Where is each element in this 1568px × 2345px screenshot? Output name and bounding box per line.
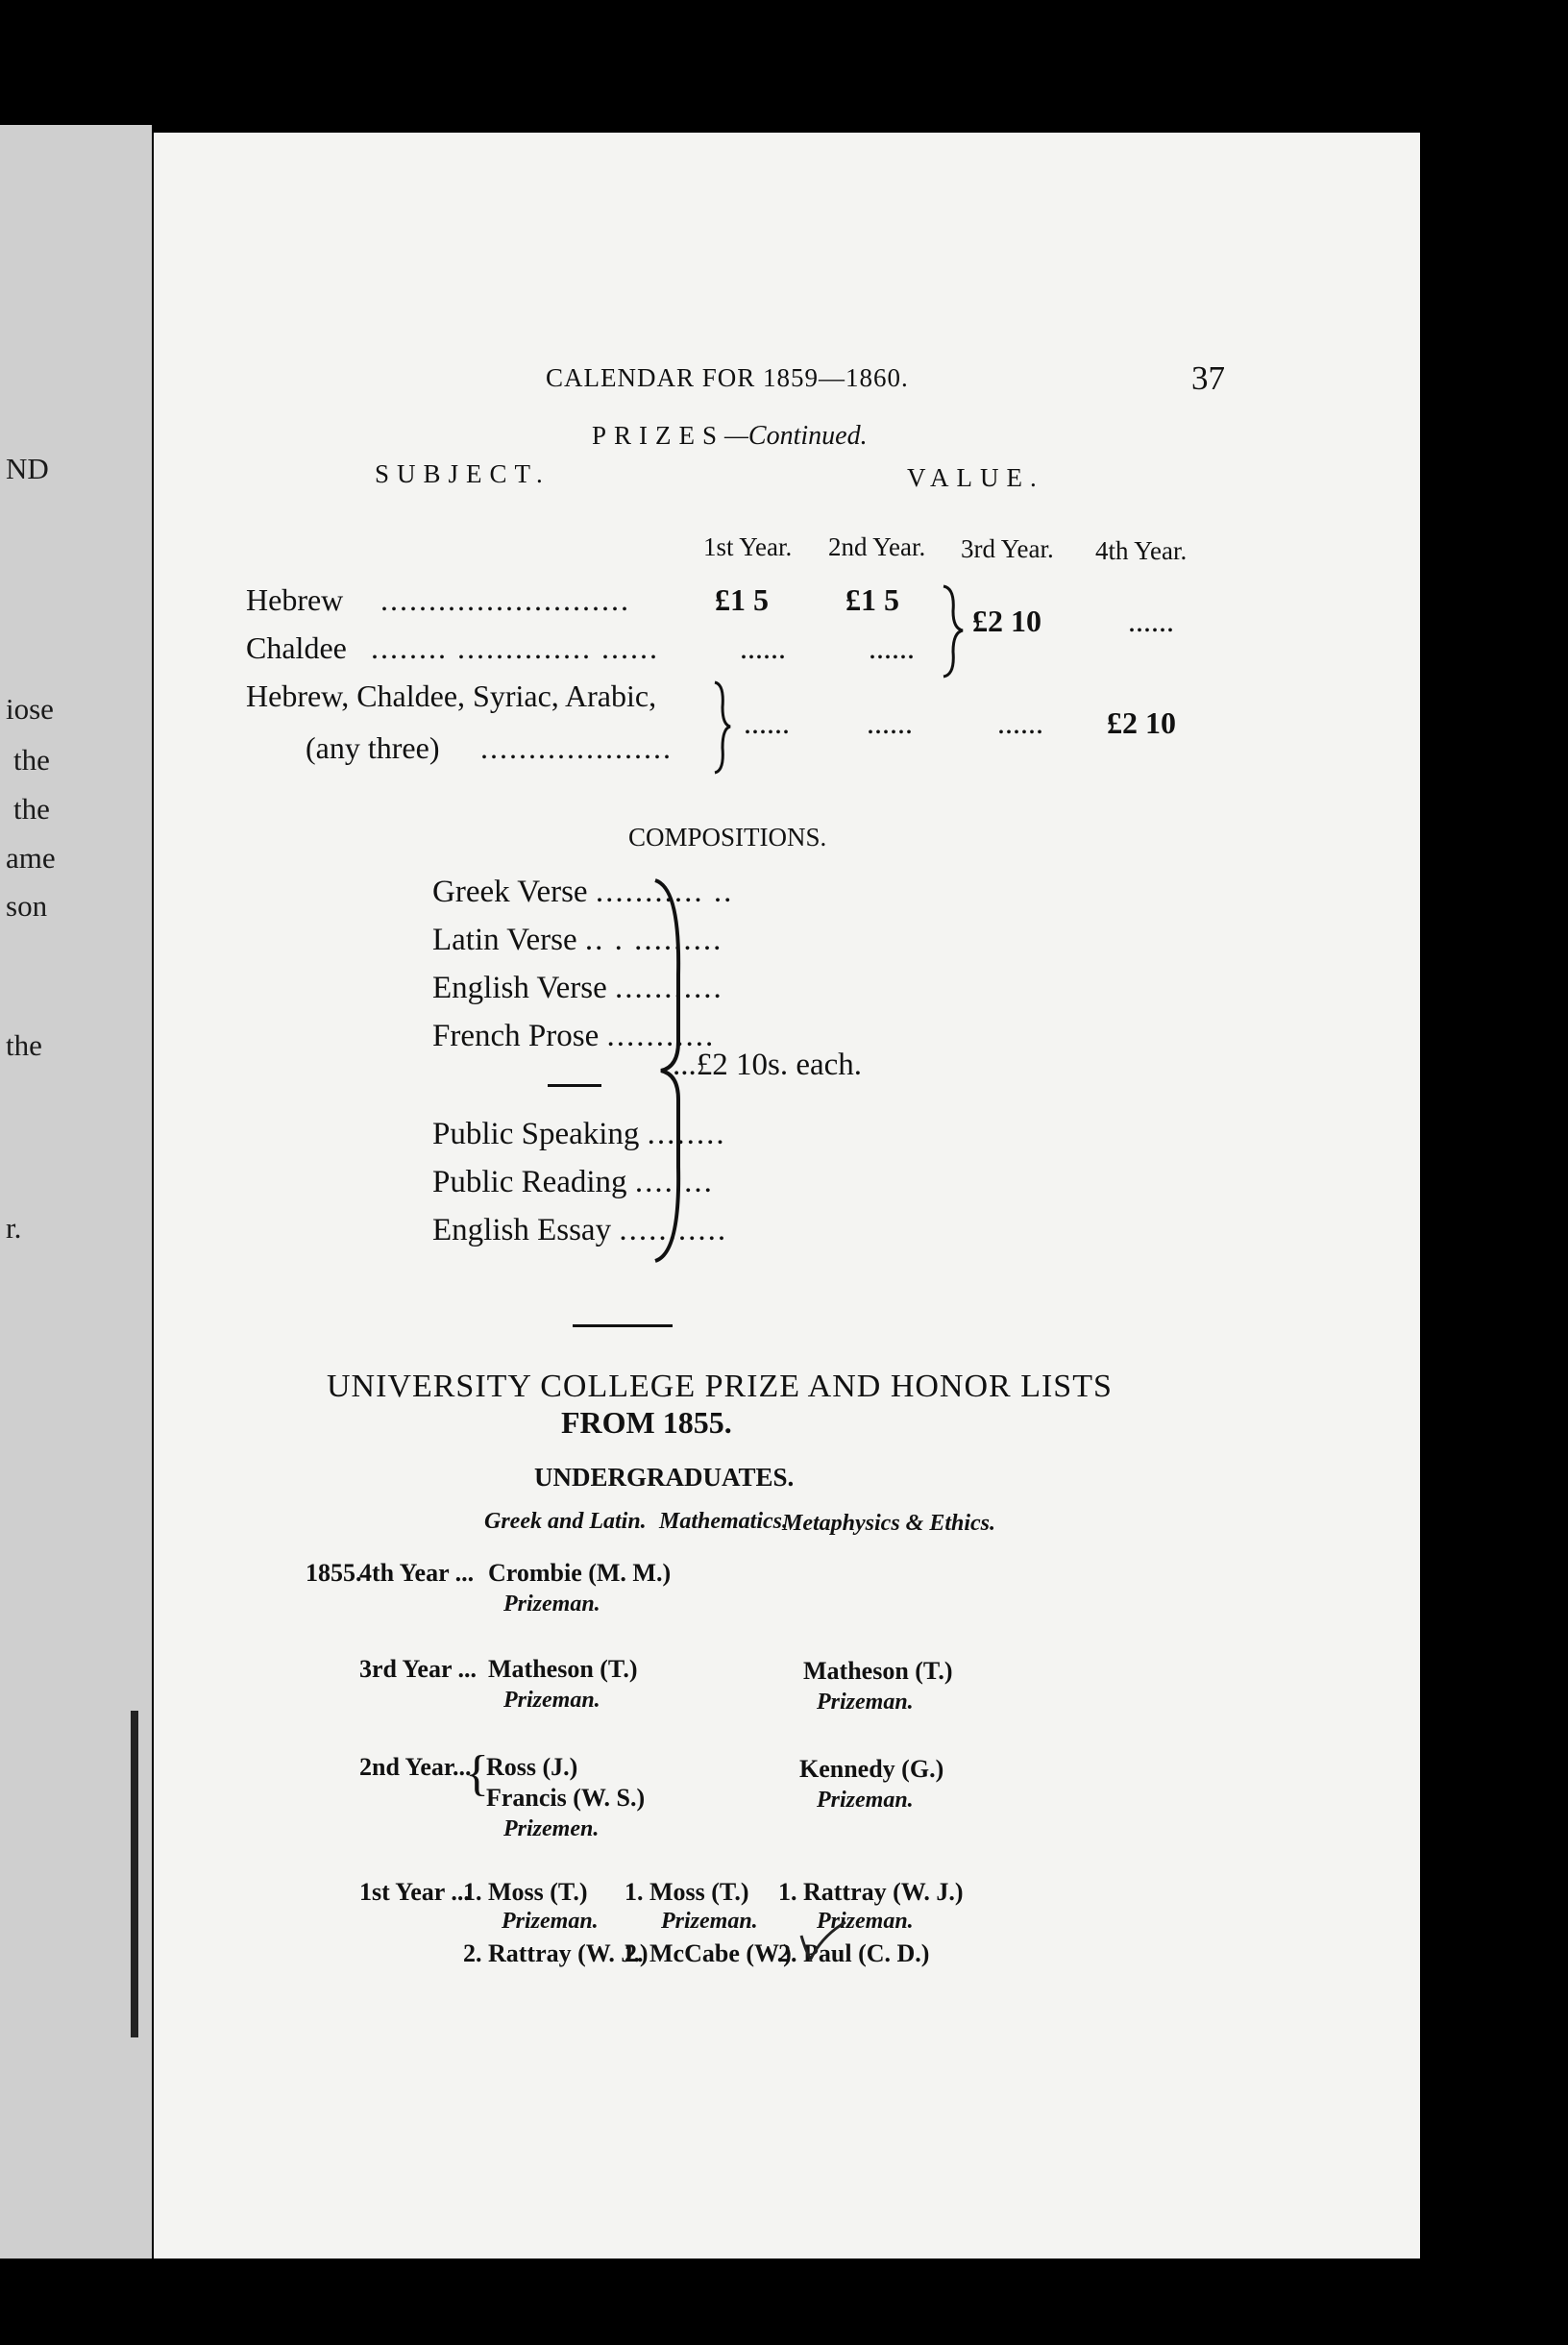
leader-dots: ........... [615, 971, 723, 1005]
prize-value: £1 5 [845, 582, 899, 617]
honoree-note: Prizeman. [502, 1909, 599, 1934]
honoree-note: Prizeman. [503, 1592, 600, 1617]
honoree-note: Prizeman. [661, 1909, 758, 1934]
year-label: 3rd Year ... [359, 1655, 478, 1683]
separator-rule [548, 1084, 601, 1087]
leader-dots: .................... [480, 730, 673, 765]
honoree: 2. Rattray (W. J.) [463, 1939, 649, 1967]
page-number: 37 [1191, 359, 1225, 397]
row-brace [711, 679, 734, 775]
leader-dots: ........ .............. ...... [371, 630, 659, 665]
prize-value: £1 5 [715, 582, 769, 617]
composition-label: English Verse [432, 971, 607, 1005]
year-label: 4th Year ... [359, 1559, 475, 1587]
prize-value: ...... [1128, 604, 1174, 638]
value-brace [940, 582, 968, 679]
leader-dots: ........ [647, 1117, 726, 1151]
year-header: 4th Year. [1095, 536, 1188, 565]
leader-dots: ........... [619, 1213, 728, 1247]
column-header: Greek and Latin. [484, 1509, 647, 1534]
left-fragment: the [13, 743, 50, 777]
prize-value: ...... [867, 705, 913, 740]
column-header: Mathematics. [659, 1509, 789, 1534]
leader-dots: ........ [634, 1165, 714, 1199]
names-brace: { [465, 1746, 489, 1801]
section-rule [573, 1324, 673, 1327]
honoree: 1. Rattray (W. J.) [778, 1878, 964, 1906]
composition-label: Latin Verse [432, 923, 577, 957]
prizes-continued: —Continued. [724, 421, 868, 451]
year-header: 2nd Year. [828, 532, 926, 561]
left-fragment: iose [6, 692, 54, 726]
honoree: Matheson (T.) [488, 1655, 638, 1683]
running-title: CALENDAR FOR 1859—1860. [546, 363, 909, 392]
prize-value: ...... [740, 630, 786, 665]
composition-label: English Essay [432, 1213, 612, 1247]
column-header: Metaphysics & Ethics. [782, 1511, 996, 1536]
honoree-note: Prizeman. [817, 1690, 914, 1715]
honoree: Matheson (T.) [803, 1657, 953, 1685]
year-label: 2nd Year... [359, 1753, 472, 1781]
left-fragment: son [6, 889, 48, 923]
honoree: 2. Paul (C. D.) [778, 1939, 930, 1967]
value-header: VALUE. [907, 463, 1044, 492]
honoree-note: Prizeman. [817, 1909, 914, 1934]
compositions-value: ...£2 10s. each. [673, 1048, 863, 1082]
composition-label: Public Speaking [432, 1117, 640, 1151]
left-fragment: the [6, 1028, 42, 1062]
composition-label: French Prose [432, 1019, 600, 1053]
leader-dots: .......................... [380, 582, 630, 617]
honoree: Kennedy (G.) [799, 1755, 944, 1783]
prize-value: ...... [997, 705, 1043, 740]
prize-subject-note: (any three) [306, 730, 440, 765]
prize-subject: Hebrew, Chaldee, Syriac, Arabic, [246, 679, 657, 713]
honors-title-line2: FROM 1855. [561, 1405, 732, 1440]
document-page [154, 133, 1420, 2259]
honors-subtitle: UNDERGRADUATES. [534, 1463, 795, 1492]
prize-subject: Chaldee [246, 630, 347, 665]
honoree-note: Prizeman. [817, 1788, 914, 1813]
honoree-note: Prizemen. [503, 1816, 600, 1841]
left-fragment: r. [6, 1211, 22, 1245]
composition-label: Greek Verse [432, 875, 588, 909]
composition-label: Public Reading [432, 1165, 627, 1199]
prizes-title: PRIZES [592, 421, 725, 450]
year-label: 1st Year ... [359, 1878, 470, 1906]
shared-3rd-year-value: £2 10 [972, 604, 1041, 638]
left-fragment: the [13, 792, 50, 826]
left-facing-page [0, 125, 152, 2259]
honoree: Ross (J.) [486, 1753, 578, 1781]
leader-dots: .. . ......... [584, 923, 723, 957]
prize-value: ...... [744, 705, 790, 740]
gutter-line [131, 1711, 138, 2037]
honoree: Crombie (M. M.) [488, 1559, 672, 1587]
year-header: 1st Year. [703, 532, 793, 561]
leader-dots: ........... .. [595, 875, 734, 909]
honoree: Francis (W. S.) [486, 1784, 646, 1812]
year-header: 3rd Year. [961, 534, 1054, 563]
list-year: 1855. [306, 1559, 362, 1587]
honors-title-line1: UNIVERSITY COLLEGE PRIZE AND HONOR LISTS [327, 1369, 1113, 1404]
prize-value: £2 10 [1107, 705, 1176, 740]
subject-header: SUBJECT. [375, 459, 551, 488]
prize-subject: Hebrew [246, 582, 344, 617]
honoree-note: Prizeman. [503, 1688, 600, 1713]
honoree: 1. Moss (T.) [625, 1878, 749, 1906]
prizes-heading [592, 421, 868, 452]
honoree: 2. McCabe (W.) [625, 1939, 792, 1967]
honoree: 1. Moss (T.) [463, 1878, 588, 1906]
left-fragment: ND [6, 452, 49, 485]
prize-value: ...... [869, 630, 915, 665]
compositions-title: COMPOSITIONS. [628, 823, 827, 852]
leader-dots: ........... [606, 1019, 716, 1053]
left-fragment: ame [6, 841, 56, 875]
handwritten-check-mark [794, 1916, 851, 1964]
